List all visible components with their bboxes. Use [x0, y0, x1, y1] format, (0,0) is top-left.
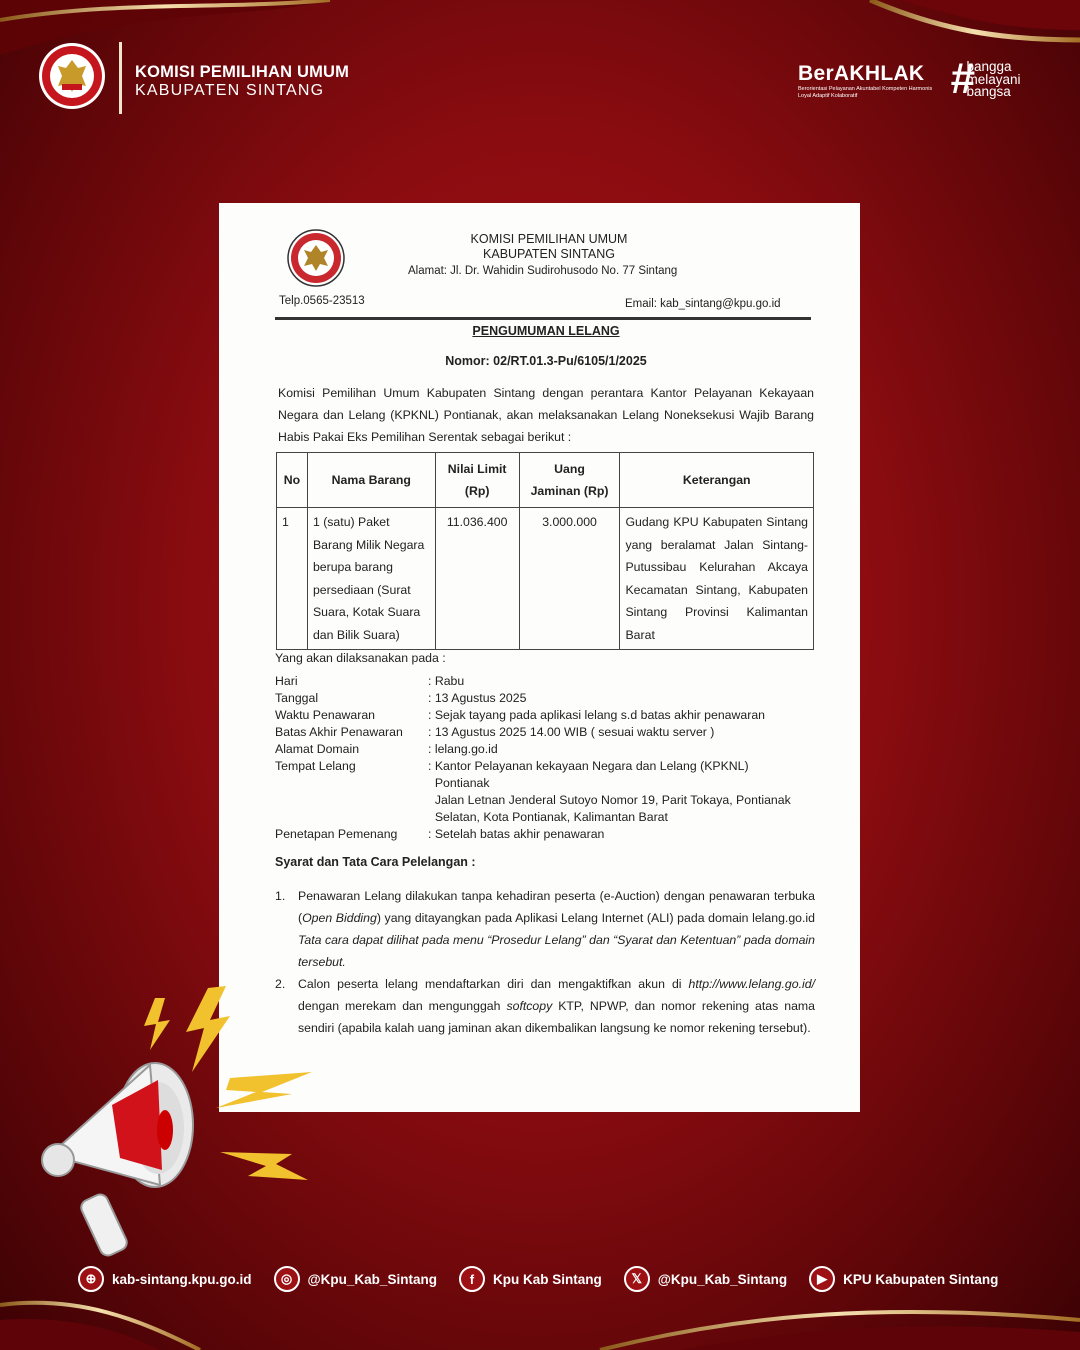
footer-social-bar	[78, 1266, 1020, 1292]
footer-x[interactable]	[624, 1266, 787, 1292]
berakhlak-word: BerAKHLAK	[798, 62, 925, 85]
schedule-row	[275, 792, 818, 809]
cell-deposit: 3.000.000	[519, 508, 620, 650]
schedule-list	[275, 673, 818, 843]
terms-list	[275, 885, 815, 1039]
term-text-italic: Tata cara dapat dilihat pada menu “Prosedur Lelang” dan “Syarat dan Ketentuan” pada domain tersebut.	[298, 933, 815, 969]
footer-website-label: kab-sintang.kpu.go.id	[112, 1271, 252, 1287]
header-divider	[119, 42, 122, 114]
megaphone-icon	[30, 980, 330, 1270]
announcement-document	[219, 203, 860, 1112]
letterhead-address: Alamat: Jl. Dr. Wahidin Sudirohusodo No. 77 Sintang	[408, 265, 678, 277]
schedule-value: : Setelah batas akhir penawaran	[428, 827, 605, 841]
schedule-row	[275, 741, 818, 758]
schedule-value: : Rabu	[428, 674, 465, 688]
footer-facebook[interactable]	[459, 1266, 602, 1292]
term-text-part: dengan merekam dan mengunggah	[298, 999, 507, 1013]
term-text	[298, 885, 815, 973]
footer-website[interactable]	[78, 1266, 252, 1292]
letterhead-rule	[275, 317, 811, 320]
schedule-row	[275, 673, 818, 690]
term-text-part: KTP, NPWP, dan nomor rekening atas nama sendiri (apabila kalah uang jaminan akan dikembalikan langsung ke nomor rekening tersebut).	[298, 999, 815, 1035]
globe-icon: ⊕	[78, 1266, 104, 1292]
term-text-italic: Open Bidding	[302, 911, 377, 925]
footer-x-label: @Kpu_Kab_Sintang	[657, 1271, 788, 1287]
hashtag-word: melayani	[966, 71, 1021, 87]
schedule-row	[275, 826, 818, 843]
berakhlak-tagline: Berorientasi Pelayanan Akuntabel Kompeten Harmonis Loyal Adaptif Kolaboratif	[798, 86, 933, 99]
schedule-label: Hari	[275, 674, 298, 688]
term-text-part: Calon peserta lelang mendaftarkan diri dan mengaktifkan akun di	[298, 977, 689, 991]
schedule-value: : Sejak tayang pada aplikasi lelang s.d batas akhir penawaran	[428, 708, 766, 722]
col-header-limit-line: (Rp)	[464, 484, 490, 498]
term-text	[298, 973, 815, 1039]
letterhead-title-line: KOMISI PEMILIHAN UMUM	[470, 232, 628, 246]
schedule-value: : 13 Agustus 2025 14.00 WIB ( sesuai waktu server )	[428, 725, 715, 739]
col-header-deposit-line: Uang	[554, 462, 585, 476]
items-table	[276, 452, 814, 650]
schedule-label: Batas Akhir Penawaran	[275, 725, 403, 739]
schedule-intro: Yang akan dilaksanakan pada :	[275, 651, 446, 665]
table-header-row	[277, 453, 814, 508]
schedule-label	[275, 775, 428, 792]
col-header-limit-line: Nilai Limit	[447, 462, 507, 476]
term-link[interactable]: http://www.lelang.go.id/	[688, 977, 815, 991]
col-header-notes: Keterangan	[620, 453, 814, 508]
footer-youtube[interactable]	[809, 1266, 998, 1292]
berakhlak-logo	[798, 62, 938, 99]
terms-heading: Syarat dan Tata Cara Pelelangan :	[275, 855, 476, 869]
term-number: 1.	[275, 889, 286, 903]
youtube-icon: ▶	[809, 1266, 835, 1292]
schedule-value: Pontianak	[428, 776, 490, 790]
table-row	[277, 508, 814, 650]
term-text-italic: softcopy	[506, 999, 553, 1013]
footer-facebook-label: Kpu Kab Sintang	[492, 1271, 602, 1287]
schedule-label: Alamat Domain	[275, 742, 360, 756]
schedule-label: Penetapan Pemenang	[275, 827, 398, 841]
term-number: 2.	[275, 977, 286, 991]
schedule-row	[275, 707, 818, 724]
schedule-label: Tanggal	[275, 691, 319, 705]
col-header-no: No	[277, 453, 308, 508]
schedule-label	[275, 792, 428, 809]
hashtag-word: bangga	[966, 59, 1012, 74]
footer-instagram[interactable]	[274, 1266, 437, 1292]
kpu-logo	[38, 38, 106, 114]
org-subtitle: KABUPATEN SINTANG	[135, 82, 325, 99]
col-header-deposit	[519, 453, 620, 508]
letterhead-title	[469, 232, 629, 262]
schedule-row	[275, 690, 818, 707]
cell-no: 1	[277, 508, 308, 650]
org-title: KOMISI PEMILIHAN UMUM	[135, 63, 350, 81]
cell-notes: Gudang KPU Kabupaten Sintang yang beralamat Jalan Sintang-Putussibau Kelurahan Akcaya Kecamatan Sintang, Kabupaten Sintang Provinsi Kalimantan Barat	[620, 508, 814, 650]
schedule-label: Waktu Penawaran	[275, 708, 376, 722]
schedule-value: : Kantor Pelayanan kekayaan Negara dan Lelang (KPKNL)	[428, 759, 749, 773]
facebook-icon: f	[459, 1266, 485, 1292]
hashtag-icon: #	[950, 54, 975, 103]
letterhead-title-line: KABUPATEN SINTANG	[483, 247, 615, 261]
col-header-name: Nama Barang	[307, 453, 435, 508]
col-header-limit	[435, 453, 519, 508]
col-header-deposit-line: Jaminan (Rp)	[530, 484, 609, 498]
schedule-value: Selatan, Kota Pontianak, Kalimantan Barat	[428, 810, 668, 824]
list-item	[275, 973, 815, 1039]
hashtag-word: bangsa	[966, 84, 1011, 99]
cell-name: 1 (satu) Paket Barang Milik Negara berupa barang persediaan (Surat Suara, Kotak Suara dan Bilik Suara)	[307, 508, 435, 650]
instagram-icon: ◎	[274, 1266, 300, 1292]
schedule-row	[275, 809, 818, 826]
letterhead-logo	[287, 225, 345, 291]
schedule-value: : 13 Agustus 2025	[428, 691, 527, 705]
document-intro: Komisi Pemilihan Umum Kabupaten Sintang dengan perantara Kantor Pelayanan Kekayaan Negara dan Lelang (KPKNL) Pontianak, akan melaksanakan Lelang Noneksekusi Wajib Barang Habis Pakai Eks Pemilihan Serentak sebagai berikut :	[278, 386, 814, 444]
list-item	[275, 885, 815, 973]
document-number: Nomor: 02/RT.01.3-Pu/6105/1/2025	[445, 354, 647, 368]
footer-youtube-label: KPU Kabupaten Sintang	[843, 1271, 999, 1287]
schedule-label	[275, 809, 428, 826]
bangga-melayani-bangsa-logo	[950, 54, 1021, 103]
cell-limit: 11.036.400	[435, 508, 519, 650]
letterhead-email: Email: kab_sintang@kpu.go.id	[625, 298, 781, 310]
schedule-value: : lelang.go.id	[428, 742, 498, 756]
term-text-part: Penawaran Lelang dilakukan tanpa kehadiran peserta (e-Auction) dengan penawaran terbuka (	[298, 889, 815, 925]
x-icon: 𝕏	[624, 1266, 650, 1292]
schedule-row	[275, 724, 818, 741]
letterhead-phone: Telp.0565-23513	[279, 295, 365, 307]
schedule-row	[275, 775, 818, 792]
footer-instagram-label: @Kpu_Kab_Sintang	[307, 1271, 437, 1287]
document-heading: PENGUMUMAN LELANG	[472, 324, 620, 338]
schedule-label: Tempat Lelang	[275, 759, 356, 773]
schedule-row	[275, 758, 818, 775]
schedule-value: Jalan Letnan Jenderal Sutoyo Nomor 19, Parit Tokaya, Pontianak	[428, 793, 791, 807]
term-text-part: ) yang ditayangkan pada Aplikasi Lelang Internet (ALI) pada domain lelang.go.id	[376, 911, 816, 925]
